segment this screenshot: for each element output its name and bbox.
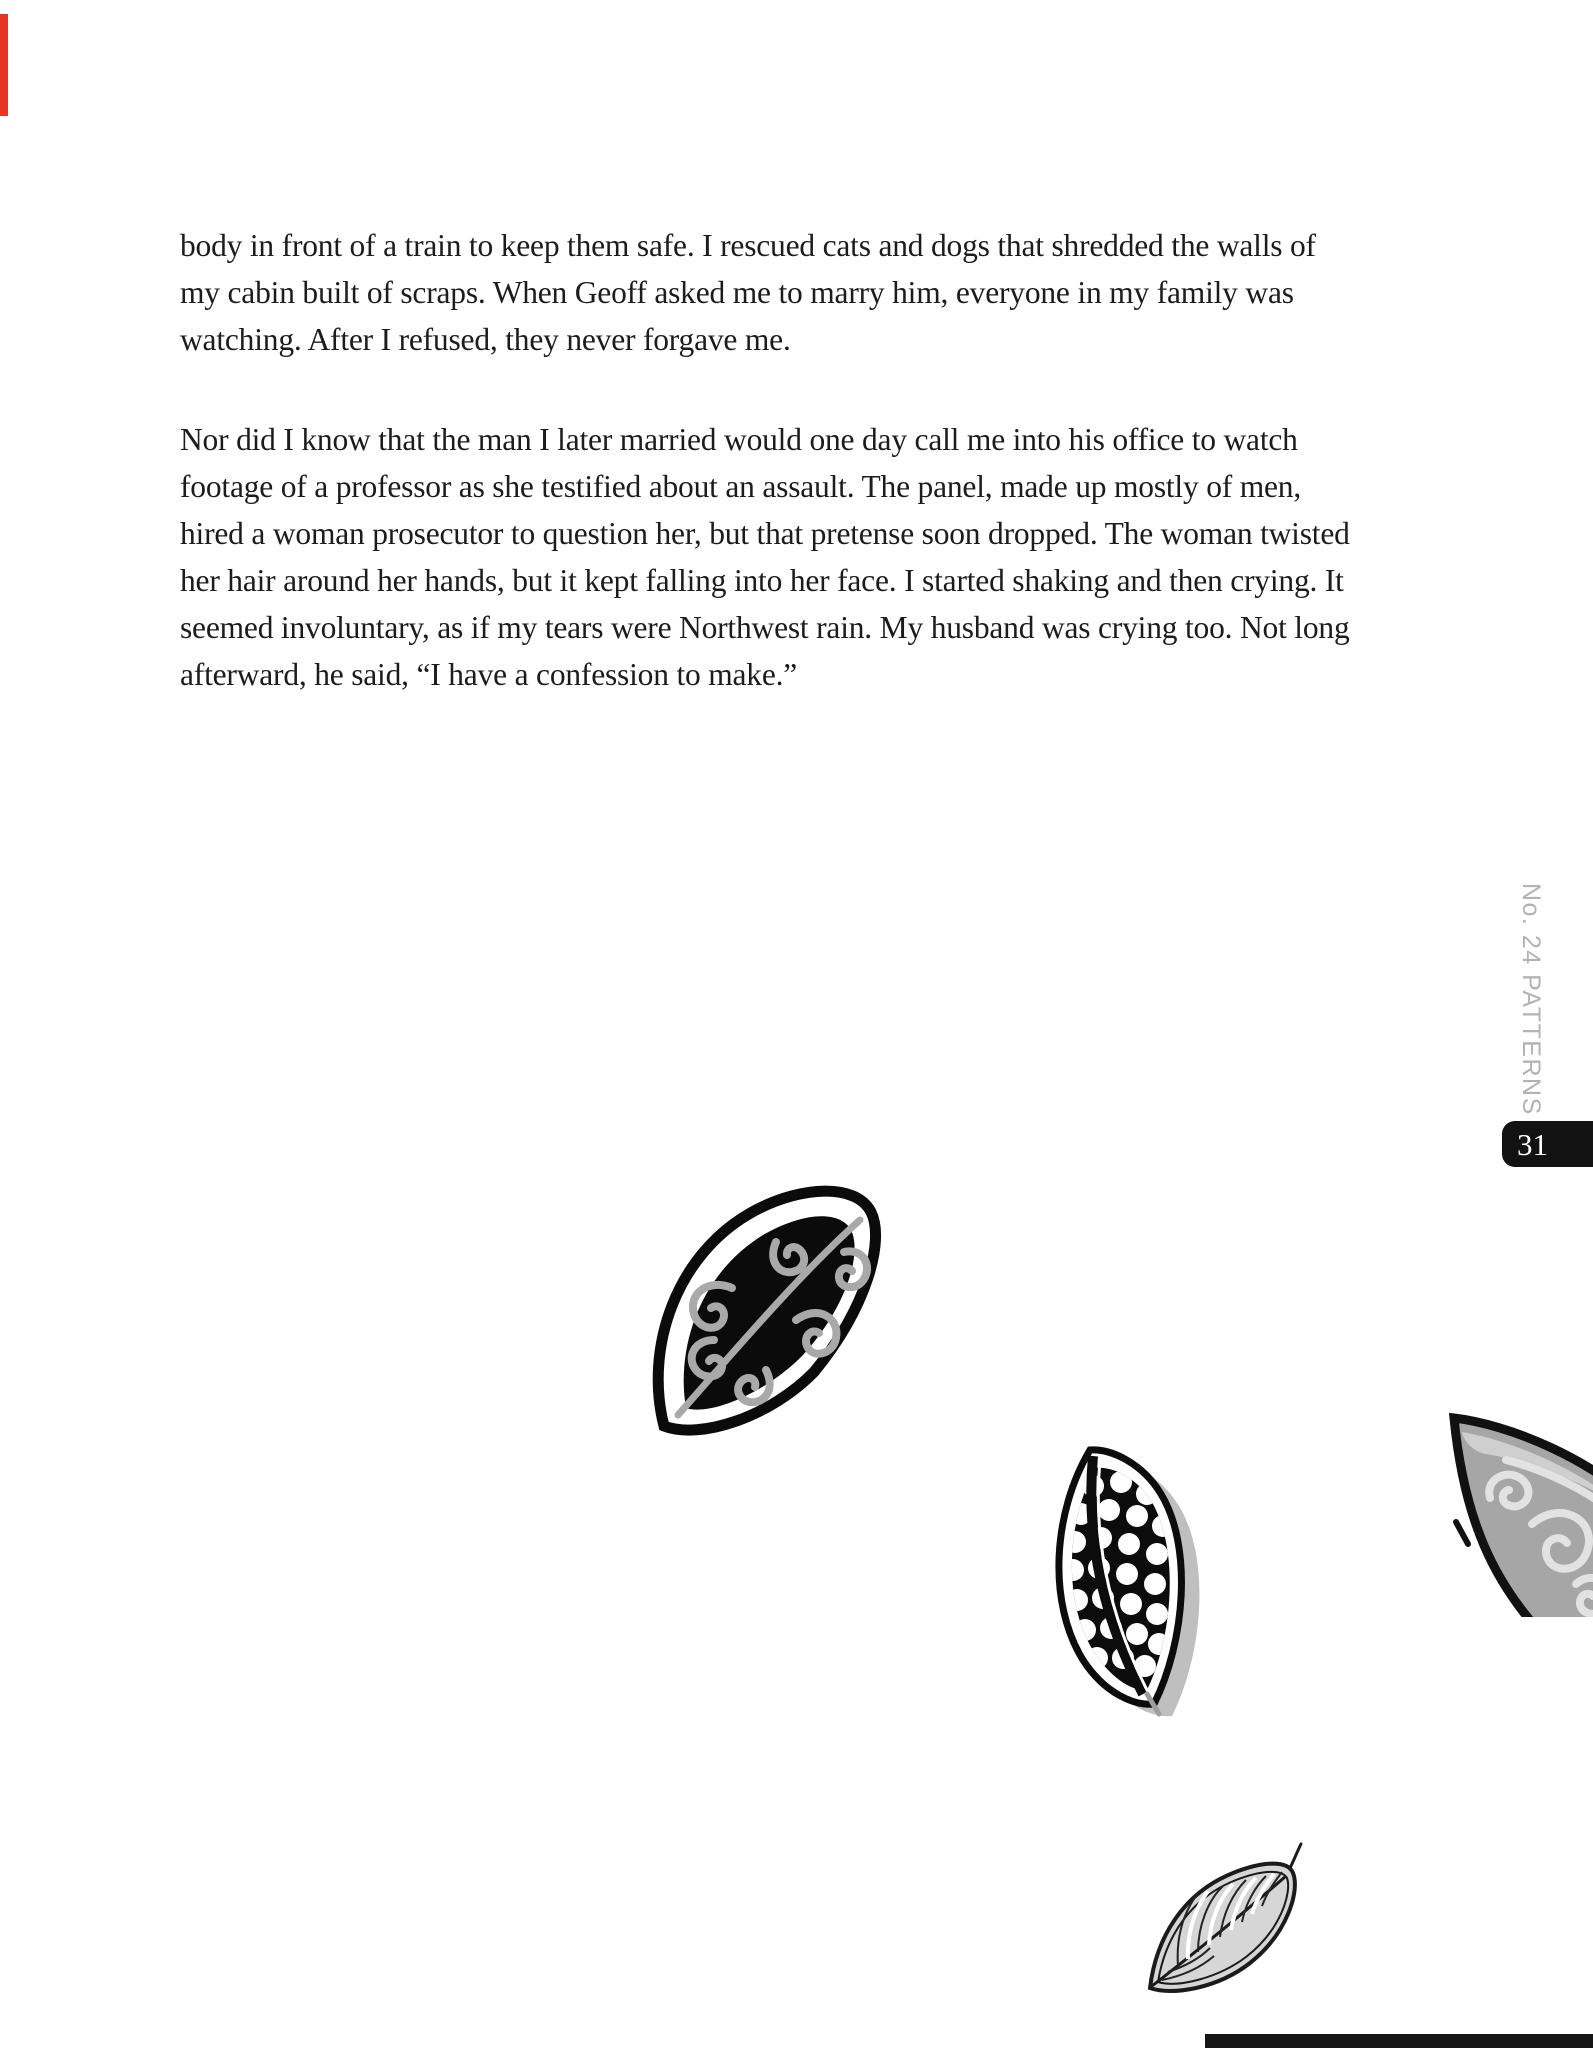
page-number-badge	[1502, 1121, 1593, 1167]
body-text	[180, 222, 1355, 698]
edge-swirl-leaf-illustration	[1446, 1402, 1593, 1617]
bottom-bleed-bar	[1205, 2034, 1593, 2048]
ribbed-leaf-illustration	[1138, 1838, 1306, 1996]
page-number: 31	[1517, 1126, 1548, 1162]
running-head-vertical-label: No. 24 PATTERNS	[1517, 883, 1545, 1116]
scale-leaf-illustration	[1035, 1442, 1230, 1727]
paragraph-1: body in front of a train to keep them safe. I rescued cats and dogs that shredded the walls of my cabin built of scraps. When Geoff asked me to marry him, everyone in my family was watching. After I refused, they never forgave me.	[180, 228, 1316, 357]
red-bleed-mark	[0, 14, 8, 116]
paragraph-2: Nor did I know that the man I later married would one day call me into his office to watch footage of a professor as she testified about an assault. The panel, made up mostly of men, hired a woman prosecutor to question her, but that pretense soon dropped. The woman twisted her hair around her hands, but it kept falling into her face. I started shaking and then crying. It seemed involuntary, as if my tears were Northwest rain. My husband was crying too. Not long afterward, he said, “I have a confession to make.”	[180, 422, 1350, 692]
swirl-leaf-illustration	[648, 1180, 883, 1438]
